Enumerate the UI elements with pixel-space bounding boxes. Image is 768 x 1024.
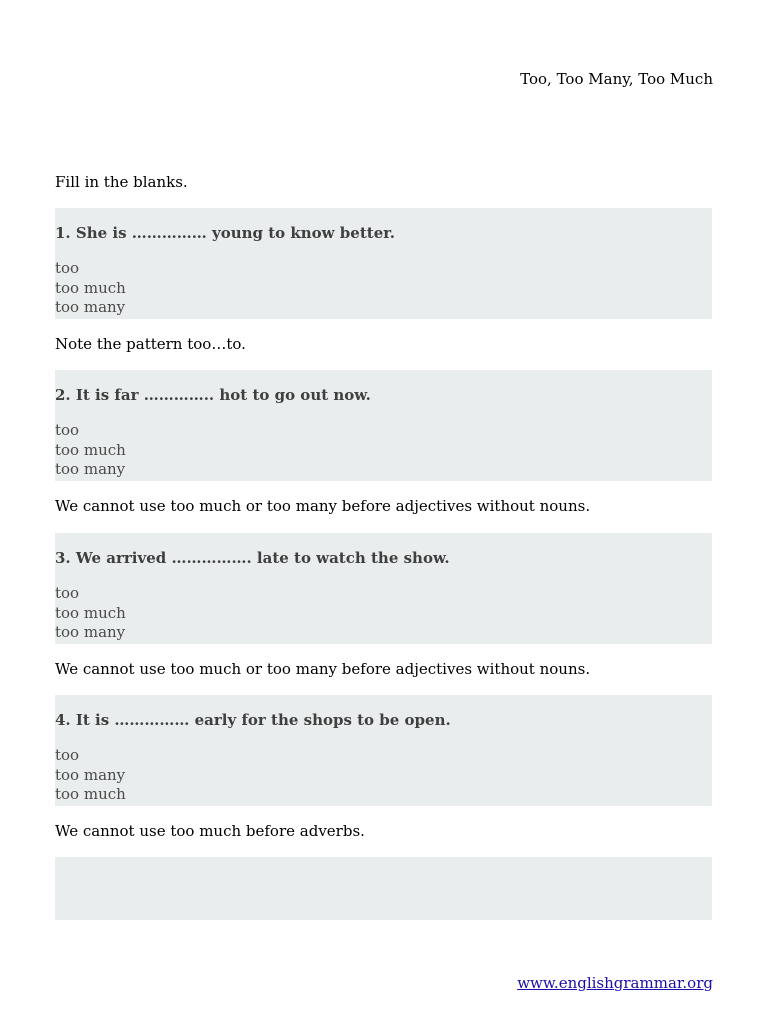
- option-item[interactable]: too: [55, 584, 80, 602]
- option-item[interactable]: too: [55, 746, 80, 764]
- question-card: [55, 370, 712, 481]
- question-card: [55, 208, 712, 319]
- option-item[interactable]: too: [55, 259, 80, 277]
- option-list: [55, 746, 126, 805]
- question-text: 2. It is far ………….. hot to go out now.: [55, 386, 371, 404]
- explanation-text: We cannot use too much or too many before adjectives without nouns.: [55, 497, 591, 515]
- option-item[interactable]: too many: [55, 298, 126, 316]
- explanation-text: Note the pattern too…to.: [55, 335, 246, 353]
- question-text: 4. It is …………… early for the shops to be open.: [55, 711, 451, 729]
- footer-website-link[interactable]: www.englishgrammar.org: [517, 974, 713, 992]
- question-text: 1. She is …………… young to know better.: [55, 224, 395, 242]
- option-item[interactable]: too: [55, 421, 80, 439]
- explanation-text: We cannot use too much or too many before adjectives without nouns.: [55, 660, 591, 678]
- question-card: [55, 533, 712, 644]
- option-item[interactable]: too much: [55, 785, 126, 803]
- page-header-title: Too, Too Many, Too Much: [520, 70, 713, 88]
- option-list: [55, 584, 126, 643]
- option-item[interactable]: too many: [55, 623, 126, 641]
- option-item[interactable]: too many: [55, 460, 126, 478]
- question-card: [55, 695, 712, 806]
- explanation-text: We cannot use too much before adverbs.: [55, 822, 365, 840]
- option-item[interactable]: too many: [55, 765, 126, 784]
- empty-question-card: [55, 857, 712, 920]
- option-item[interactable]: too much: [55, 278, 126, 297]
- question-text: 3. We arrived ……………. late to watch the show.: [55, 549, 450, 567]
- option-item[interactable]: too much: [55, 603, 126, 622]
- option-item[interactable]: too much: [55, 440, 126, 459]
- option-list: [55, 421, 126, 480]
- option-list: [55, 259, 126, 318]
- instructions: Fill in the blanks.: [55, 173, 188, 191]
